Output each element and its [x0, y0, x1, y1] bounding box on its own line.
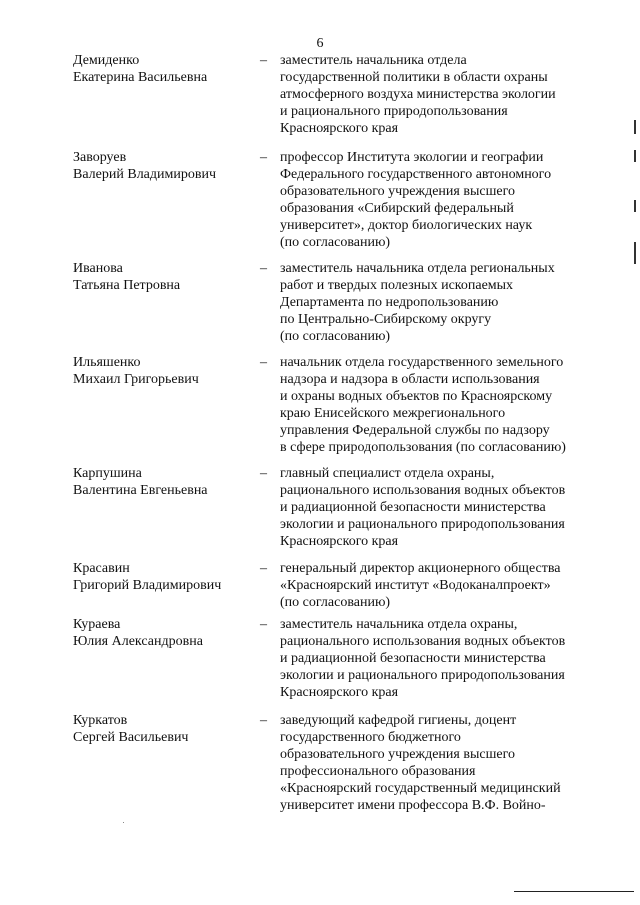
member-given-names: Екатерина Васильевна [73, 70, 208, 85]
member-given-names: Валерий Владимирович [73, 167, 217, 182]
member-position [280, 465, 600, 550]
position-line: работ и твердых полезных ископаемых [280, 278, 514, 293]
member-position [280, 149, 600, 251]
member-position [280, 354, 600, 456]
position-line: генеральный директор акционерного общества [280, 561, 561, 576]
position-line: государственного бюджетного [280, 730, 461, 745]
position-line: надзора и надзора в области использования [280, 372, 540, 387]
member-surname: Заворуев [73, 150, 127, 165]
member-position [280, 260, 600, 345]
dash-separator: – [260, 355, 267, 370]
member-name [73, 149, 258, 183]
position-line: и радиационной безопасности министерства [280, 500, 546, 515]
position-line: (по согласованию) [280, 329, 391, 344]
position-line: Красноярского края [280, 121, 399, 136]
scan-mark [634, 150, 636, 162]
member-name [73, 465, 258, 499]
member-given-names: Юлия Александровна [73, 634, 203, 649]
member-surname: Демиденко [73, 53, 140, 68]
position-line: «Красноярский государственный медицинский [280, 781, 561, 796]
member-position [280, 616, 600, 701]
position-line: образования «Сибирский федеральный [280, 201, 514, 216]
position-line: по Центрально-Сибирскому округу [280, 312, 492, 327]
dash-separator: – [260, 53, 267, 68]
position-line: и охраны водных объектов по Красноярскому [280, 389, 553, 404]
position-line: начальник отдела государственного земельного [280, 355, 564, 370]
member-position [280, 52, 600, 137]
position-line: рационального использования водных объектов [280, 634, 566, 649]
position-line: экологии и рационального природопользования [280, 517, 565, 532]
member-name [73, 560, 258, 594]
position-line: Красноярского края [280, 685, 399, 700]
position-line: образовательного учреждения высшего [280, 747, 515, 762]
dash-separator: – [260, 466, 267, 481]
member-given-names: Сергей Васильевич [73, 730, 189, 745]
position-line: экологии и рационального природопользования [280, 668, 565, 683]
member-surname: Красавин [73, 561, 130, 576]
scan-mark [634, 200, 636, 212]
position-line: заведующий кафедрой гигиены, доцент [280, 713, 517, 728]
position-line: и рационального природопользования [280, 104, 508, 119]
scan-mark [634, 120, 636, 134]
position-line: государственной политики в области охраны [280, 70, 548, 85]
member-surname: Куркатов [73, 713, 128, 728]
position-line: атмосферного воздуха министерства экологии [280, 87, 556, 102]
member-given-names: Михаил Григорьевич [73, 372, 199, 387]
dash-separator: – [260, 261, 267, 276]
member-surname: Кураева [73, 617, 121, 632]
position-line: заместитель начальника отдела охраны, [280, 617, 518, 632]
member-name [73, 260, 258, 294]
position-line: Федерального государственного автономного [280, 167, 552, 182]
member-given-names: Григорий Владимирович [73, 578, 222, 593]
position-line: в сфере природопользования (по согласованию) [280, 440, 566, 455]
member-surname: Ильяшенко [73, 355, 141, 370]
member-name [73, 52, 258, 86]
position-line: заместитель начальника отдела [280, 53, 467, 68]
member-position [280, 712, 600, 814]
position-line: профессор Института экологии и географии [280, 150, 544, 165]
member-position [280, 560, 600, 611]
position-line: заместитель начальника отдела региональных [280, 261, 555, 276]
position-line: главный специалист отдела охраны, [280, 466, 495, 481]
member-name [73, 712, 258, 746]
member-surname: Иванова [73, 261, 123, 276]
position-line: образовательного учреждения высшего [280, 184, 515, 199]
position-line: профессионального образования [280, 764, 476, 779]
position-line: Красноярского края [280, 534, 399, 549]
position-line: университет имени профессора В.Ф. Войно- [280, 798, 546, 813]
position-line: университет», доктор биологических наук [280, 218, 533, 233]
position-line: и радиационной безопасности министерства [280, 651, 546, 666]
dash-separator: – [260, 561, 267, 576]
dash-separator: – [260, 150, 267, 165]
footer-rule [514, 891, 634, 892]
member-given-names: Татьяна Петровна [73, 278, 181, 293]
member-name [73, 616, 258, 650]
page-number: 6 [316, 36, 324, 51]
position-line: (по согласованию) [280, 235, 391, 250]
member-given-names: Валентина Евгеньевна [73, 483, 208, 498]
position-line: (по согласованию) [280, 595, 391, 610]
position-line: краю Енисейского межрегионального [280, 406, 506, 421]
position-line: «Красноярский институт «Водоканалпроект» [280, 578, 551, 593]
scan-speck [123, 822, 124, 823]
member-surname: Карпушина [73, 466, 142, 481]
scan-mark [634, 242, 636, 264]
dash-separator: – [260, 713, 267, 728]
dash-separator: – [260, 617, 267, 632]
position-line: управления Федеральной службы по надзору [280, 423, 550, 438]
position-line: рационального использования водных объектов [280, 483, 566, 498]
member-name [73, 354, 258, 388]
position-line: Департамента по недропользованию [280, 295, 499, 310]
